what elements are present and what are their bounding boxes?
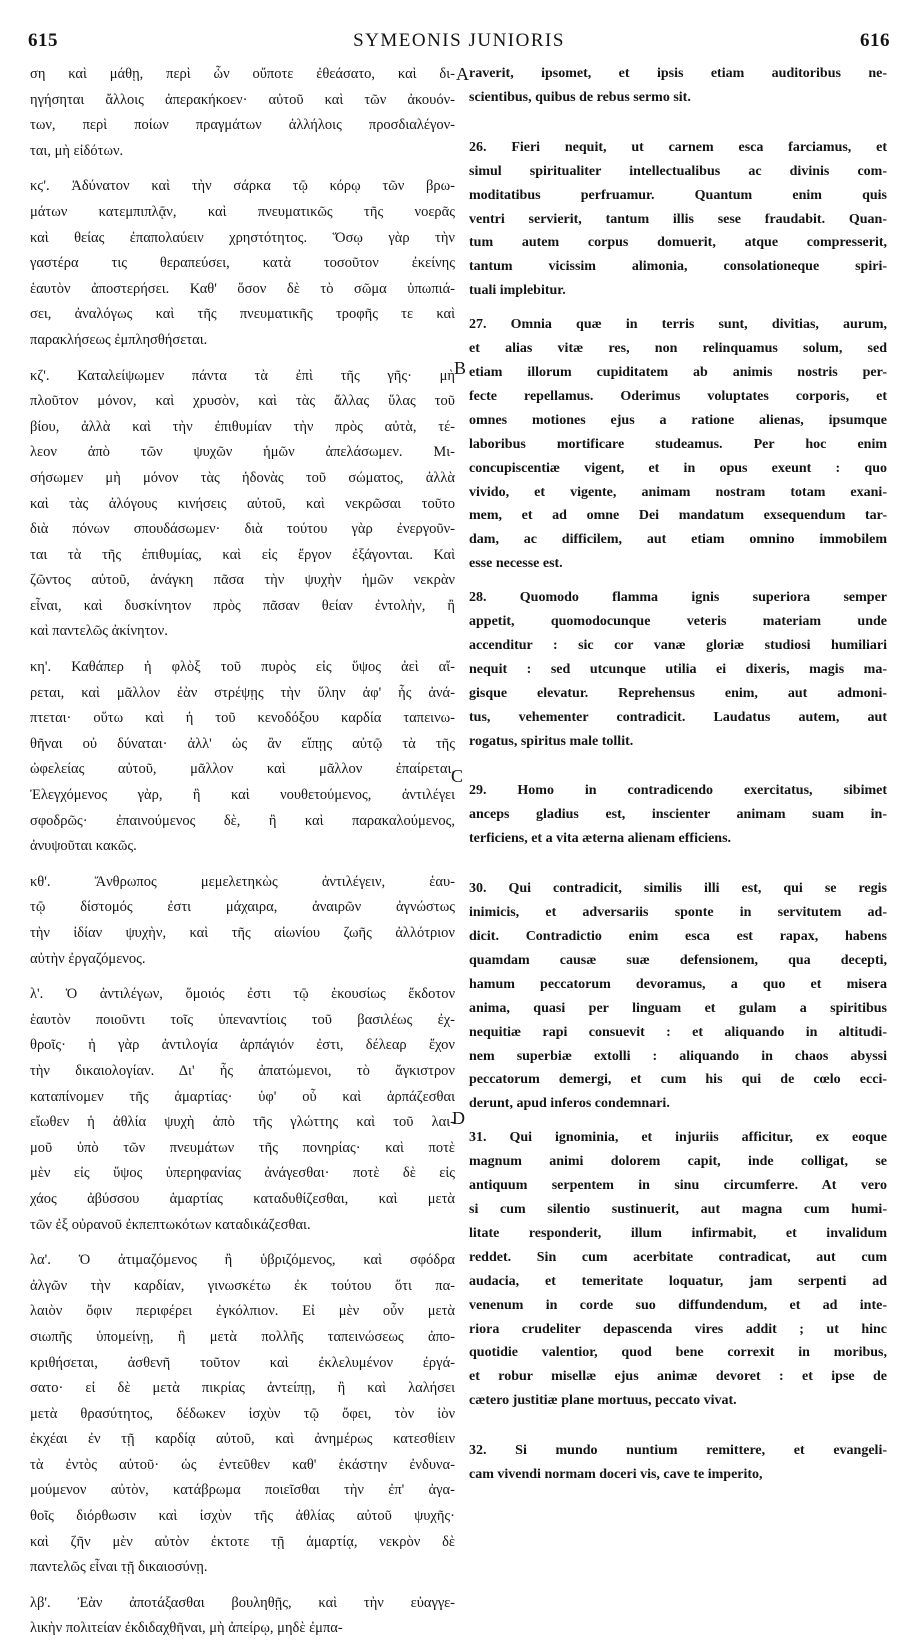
latin-text-line: derunt, apud inferos condemnari. [469, 1096, 670, 1112]
greek-text-line: κριθήσεται, ἀσθενῆ τοῦτον καὶ ἐκλελυμένον ἐργά- [30, 1354, 455, 1371]
greek-text-line: μὲν εἰς ὕψος ὑπερηφανίας ἀνάγεσθαι· ποτὲ δὲ εἰς [30, 1165, 455, 1182]
page-number-left: 615 [28, 30, 58, 51]
latin-text-line: nequit : sed utcunque utilia ei dixeris, magis ma- [469, 661, 887, 677]
latin-text-line: peccatorum demergi, et cum his qui de cœlo ecci- [469, 1072, 887, 1088]
latin-text-line: et alias vitæ res, non relinquamus solum, sed [469, 341, 887, 357]
greek-text-line: ἑαυτὸν ποιοῦντι τοῖς ὑπεναντίοις τοῦ βασιλέως ἐχ- [30, 1011, 455, 1028]
greek-text-column [30, 62, 455, 1637]
greek-text-line: λεον ἀπὸ τῶν ψυχῶν ἡμῶν ἀπελάσωμεν. Μι- [30, 444, 455, 461]
latin-paragraph [469, 1439, 887, 1487]
greek-paragraph [30, 870, 455, 972]
latin-text-line: 29. Homo in contradicendo exercitatus, sibimet [469, 783, 887, 799]
latin-text-line: nequitiæ rapi consuevit : et aliquando in altitudi- [469, 1024, 887, 1040]
greek-text-line: ται, μὴ εἰδότων. [30, 142, 124, 159]
greek-text-line: τὴν δικαιολογίαν. Δι' ἧς ἀπατώμενοι, τὸ ἄγκιστρον [30, 1062, 455, 1079]
latin-text-line: concupiscentiæ vigent, et in opus exeunt : quo [469, 460, 887, 476]
paragraph-gap [30, 645, 455, 655]
greek-text-line: κη'. Καθάπερ ἡ φλὸξ τοῦ πυρὸς εἰς ὕψος ἀεὶ αἴ- [30, 659, 455, 676]
greek-text-line: λβ'. Ἐὰν ἀποτάξασθαι βουληθῇς, καὶ τὴν εὐαγγε- [30, 1594, 455, 1611]
greek-paragraph [30, 174, 455, 353]
latin-text-line: raverit, ipsomet, et ipsis etiam auditoribus ne- [469, 66, 887, 81]
latin-text-line: mem, et ad omne Dei mandatum exsequendum tar- [469, 508, 887, 524]
greek-text-line: καταπίνομεν τῆς ἁμαρτίας· ὑφ' οὗ καὶ ἁρπάζεσθαι [30, 1088, 455, 1105]
greek-text-line: τὴν ἰδίαν ψυχὴν, καὶ τῆς αἰωνίου ζωῆς ἀλλότριον [30, 925, 455, 941]
paragraph-gap [469, 753, 887, 779]
latin-text-line: magnum animi dolorem capit, inde colligat, se [469, 1154, 887, 1170]
latin-text-line: cam vivendi normam doceri vis, cave te imperito, [469, 1467, 763, 1483]
margin-marker-c: C [451, 766, 464, 786]
paragraph-gap [30, 972, 455, 982]
greek-text-line: ται τὰ τῆς ἐπιθυμίας, καὶ εἰς ἔργον ἐξάγονται. Καὶ [30, 546, 455, 563]
paragraph-gap [30, 1581, 455, 1591]
latin-text-line: tum autem corpus domuerit, atque compresserit, [469, 235, 887, 251]
latin-text-line: antiquum serpentem in sinu circumferre. At vero [469, 1178, 887, 1194]
latin-text-line: anceps gladius est, inscienter animam suam in- [469, 807, 887, 823]
latin-text-line: 26. Fieri nequit, ut carnem esca farciamus, et [469, 139, 887, 155]
latin-text-line: dicit. Contradictio enim esca est rapax, habens [469, 929, 887, 944]
latin-text-line: et robur misellæ ejus animæ devoret : et ipse de [469, 1369, 887, 1385]
latin-text-line: rogatus, spiritus male tollit. [469, 733, 634, 749]
latin-text-line: si cum silentio sustinuerit, aut magna cum humi- [469, 1201, 887, 1217]
greek-text-line: λ'. Ὁ ἀντιλέγων, ὅμοιός ἐστι τῷ ἑκουσίως ἔκδοτον [30, 986, 455, 1003]
latin-text-line: dam, ac difficilem, aut etiam omnino immobilem [469, 532, 887, 548]
greek-text-line: ἀλγῶν τὴν καρδίαν, γινωσκέτω ἐκ τούτου ὅτι πα- [30, 1277, 455, 1294]
latin-text-line: simul spiritualiter intellectualibus ac divinis com- [469, 163, 887, 179]
latin-text-line: esse necesse est. [469, 556, 563, 572]
greek-text-line: αὐτὴν ἐργαζόμενος. [30, 950, 146, 967]
latin-text-line: terficiens, et a vita æterna alienam efficiens. [469, 831, 732, 847]
latin-text-line: ventri servierit, tantum illis sese fraudabit. Quan- [469, 211, 887, 227]
greek-text-line: μούμενον αὐτὸν, κατάβρωμα ποιεῖσθαι τὴν ἐπ' ἀγα- [30, 1482, 455, 1499]
paragraph-gap [469, 1413, 887, 1439]
greek-text-line: χάος ἀβύσσου ἁμαρτίας καταδυθίζεσθαι, καὶ μετὰ [30, 1190, 455, 1207]
greek-text-line: λικὴν πολιτείαν ἐκδιδαχθῆναι, μὴ ἀπείρῳ, μηδὲ ἐμπα- [30, 1620, 343, 1637]
greek-paragraph [30, 1591, 455, 1642]
latin-text-line: omnes motiones ejus a ratione alienas, ipsumque [469, 412, 887, 428]
paragraph-gap [469, 110, 887, 136]
margin-marker-b: B [454, 358, 467, 378]
greek-text-line: τῶν ἐξ οὐρανοῦ ἐκπεπτωκότων καταδικάζεσθαι. [30, 1216, 311, 1233]
latin-text-line: tus, vehementer contradicit. Laudatus autem, aut [469, 709, 887, 725]
greek-text-line: θῆναι οὐ δύναται· ἀλλ' ὡς ἂν εἴπῃς αὐτῷ τὰ τῆς [30, 735, 455, 752]
greek-text-line: σει, ἀναλόγως καὶ τῆς πνευματικῆς τροφῆς τε καὶ [30, 306, 455, 323]
greek-text-line: γαστέρα τις θεραπεύσει, κατὰ τοσοῦτον ἐκείνης [30, 255, 455, 272]
latin-text-line: quamdam causæ suæ defensionem, qua decepti, [469, 952, 887, 968]
latin-text-line: 30. Qui contradicit, similis illi est, qui se regis [469, 881, 887, 897]
latin-text-line: nem superbiæ extolli : aliquando in chaos abyssi [469, 1048, 887, 1064]
greek-text-line: καὶ ζῆν μὲν αὐτὸν ἐκτοτε τῇ ἁμαρτίᾳ, νεκρὸν δὲ [30, 1533, 455, 1550]
greek-text-line: σήσωμεν μὴ μόνον τὰς ἡδονὰς τοῦ σώματος, ἀλλὰ [30, 469, 455, 486]
latin-text-line: hamum peccatorum devoramus, a quo et misera [469, 976, 887, 992]
greek-text-line: ση καὶ μάθῃ, περὶ ὧν οὔποτε ἐθεάσατο, καὶ δι- [30, 66, 455, 82]
paragraph-gap [469, 303, 887, 313]
greek-text-line: τὰ ἐντὸς αὐτοῦ· ὡς ἐντεῦθεν καθ' ἑκάστην ἐνδυνα- [30, 1456, 455, 1473]
latin-text-line: laboribus mortificare studeamus. Per hoc enim [469, 436, 887, 452]
latin-text-line: scientibus, quibus de rebus sermo sit. [469, 89, 691, 105]
greek-paragraph [30, 62, 455, 164]
greek-paragraph [30, 982, 455, 1238]
paragraph-gap [469, 1116, 887, 1126]
greek-text-line: παντελῶς εἶναι τῇ δικαιοσύνῃ. [30, 1559, 208, 1576]
margin-marker-d: D [452, 1108, 465, 1128]
latin-text-line: 31. Qui ignominia, et injuriis afficitur, ex eoque [469, 1130, 887, 1146]
greek-text-line: σιωπῆς ὑπομείνῃ, ἢ μετὰ πολλῆς ταπεινώσεως ἀπο- [30, 1328, 455, 1345]
greek-text-line: καὶ τὰς ἀλόγους κινήσεις αὐτοῦ, καὶ νεκρῶσαι τοῦτο [30, 495, 455, 512]
greek-text-line: θοῖς διόρθωσιν καὶ ἰσχὺν τῆς ἀθλίας αὐτοῦ ψυχῆς· [30, 1508, 455, 1525]
paragraph-gap [30, 860, 455, 870]
latin-text-line: anima, quasi per linguam et gulam a spiritibus [469, 1000, 887, 1016]
latin-text-column [469, 62, 887, 1522]
paragraph-gap [469, 851, 887, 877]
greek-text-line: εἶναι, καὶ δυσκίνητον πρὸς πᾶσαν θείαν ἐντολὴν, ἢ [30, 597, 455, 614]
latin-text-line: moditatibus perfruamur. Quantum enim quis [469, 187, 887, 203]
latin-text-line: venenum in corde suo diffundendum, et ad inte- [469, 1297, 887, 1313]
greek-text-line: κζ'. Καταλείψωμεν πάντα τὰ ἐπὶ τῆς γῆς· μὴ [30, 367, 455, 384]
greek-text-line: λαιὸν ὄφιν περιφέρει ἐγκόλπιον. Εἰ μὲν οὖν μετὰ [30, 1303, 455, 1320]
greek-text-line: τῷ δίστομός ἐστι μάχαιρα, ἀναιρῶν ἀγνώστως [30, 899, 455, 916]
greek-text-line: ὠφελείας αὐτοῦ, μᾶλλον καὶ μᾶλλον ἐπαίρεται. [30, 761, 455, 778]
latin-paragraph [469, 779, 887, 851]
greek-text-line: ρεται, καὶ μᾶλλον ἐὰν στρέψῃς τὴν ὕλην ἀφ' ἧς ἀνά- [30, 684, 455, 701]
greek-text-line: ἑαυτὸν ἀποστερήσει. Καθ' ὅσον δὲ τὸ σῶμα ὑπωπιά- [30, 280, 455, 297]
greek-paragraph [30, 364, 455, 646]
latin-text-line: vivido, et vigente, animam nostram totam exani- [469, 484, 887, 500]
latin-text-line: inimicis, et adversariis sponte in servitutem ad- [469, 905, 887, 921]
greek-text-line: σατο· εἰ δὲ μετὰ πικρίας ἀντείπῃ, ἢ καὶ λαλήσει [30, 1380, 455, 1397]
running-title: SYMEONIS JUNIORIS [353, 30, 565, 51]
paragraph-gap [30, 354, 455, 364]
paragraph-gap [30, 164, 455, 174]
greek-text-line: σφοδρῶς· ἐπαινούμενος δὲ, ἢ καὶ παρακαλούμενος, [30, 812, 455, 829]
greek-text-line: λα'. Ὁ ἀτιμαζόμενος ἢ ὑβριζόμενος, καὶ σφόδρα [30, 1252, 455, 1269]
greek-text-line: διὰ πόνων σπουδάσωμεν· διὰ τούτου γὰρ ἐνεργοῦν- [30, 521, 455, 538]
latin-text-line: etiam illorum cupiditatem ab animis nostris per- [469, 364, 887, 380]
latin-text-line: 27. Omnia quæ in terris sunt, divitias, aurum, [469, 317, 887, 333]
paragraph-gap [30, 1238, 455, 1248]
greek-text-line: καὶ παντελῶς ἀκίνητον. [30, 623, 168, 640]
latin-text-line: riora crudeliter depascenda vires addit ; ut hinc [469, 1321, 887, 1337]
greek-text-line: καὶ θείας ἐπαπολαύειν χρηστότητος. Ὅσῳ γὰρ τὴν [30, 229, 455, 246]
latin-text-line: gisque elevatur. Reprehensus enim, aut admoni- [469, 685, 887, 701]
greek-text-line: ζῶντος αὐτοῦ, ἀνάγκη πᾶσα τὴν ψυχὴν ἡμῶν νεκρὰν [30, 572, 455, 589]
latin-paragraph [469, 313, 887, 576]
latin-paragraph [469, 586, 887, 753]
greek-text-line: κϛ'. Ἀδύνατον καὶ τὴν σάρκα τῷ κόρῳ τῶν βρω- [30, 178, 455, 195]
latin-text-line: quotidie valentior, quod bene correxit in moribus, [469, 1345, 887, 1361]
latin-paragraph [469, 62, 887, 110]
greek-text-line: θροῖς· ἡ γὰρ ἀντιλογία ἁρπάγιόν ἐστι, δέλεαρ ἔχον [30, 1037, 455, 1054]
latin-paragraph [469, 1126, 887, 1413]
greek-text-line: ἀνυψοῦται κακῶς. [30, 838, 137, 855]
greek-text-line: Ἐλεγχόμενος γὰρ, ἢ καὶ νουθετούμενος, ἀντιλέγει [30, 787, 455, 804]
greek-text-line: μετὰ θρασύτητος, δέδωκεν ἰσχὺν τῷ ὄφει, τὸν ἰὸν [30, 1405, 455, 1422]
latin-text-line: 28. Quomodo flamma ignis superiora semper [469, 590, 887, 606]
latin-paragraph [469, 136, 887, 303]
greek-text-line: ηγήσηται ἄλλοις ἀπερακήκοεν· αὐτοῦ καὶ τῶν ἀκουόν- [30, 91, 455, 108]
latin-text-line: audacia, et temeritate loquatur, jam serpenti ad [469, 1273, 887, 1289]
greek-text-line: πτεται· οὕτω καὶ ἡ τοῦ κενοδόξου καρδία ταπεινω- [30, 710, 455, 727]
latin-text-line: tuali implebitur. [469, 283, 566, 299]
latin-text-line: litate responderit, illum infirmabit, et invalidum [469, 1225, 887, 1241]
greek-text-line: των, περὶ ποίων πραγμάτων ἀλλήλοις προσδιαλέγον- [30, 117, 455, 134]
greek-paragraph [30, 655, 455, 860]
greek-text-line: βίου, ἀλλὰ καὶ τὴν ἐπιθυμίαν τὴν πρὸς αὐτὰ, τέ- [30, 418, 455, 435]
margin-marker-a: A [456, 64, 469, 84]
latin-paragraph [469, 877, 887, 1116]
greek-text-line: κθ'. Ἄνθρωπος μεμελετηκὼς ἀντιλέγειν, ἑαυ- [30, 873, 455, 890]
latin-text-line: cætero justitiæ plane mortuus, peccato vivat. [469, 1393, 737, 1409]
greek-text-line: μοῦ ὑπὸ τῶν πνευμάτων τῆς πονηρίας· καὶ ποτὲ [30, 1139, 455, 1156]
latin-text-line: reddet. Sin cum acerbitate contradicat, aut cum [469, 1249, 887, 1265]
page-number-right: 616 [860, 30, 890, 51]
greek-text-line: πλοῦτον μόνον, καὶ χρυσὸν, καὶ τὰς ἄλλας ὕλας τοῦ [30, 393, 455, 410]
page-header [28, 30, 890, 60]
greek-text-line: παρακλήσεως ἐμπλησθήσεται. [30, 331, 208, 348]
latin-text-line: 32. Si mundo nuntium remittere, et evangeli- [469, 1443, 887, 1459]
greek-text-line: ἐκχέαι ἐν τῇ καρδίᾳ αὐτοῦ, καὶ ἀνημέρως κατεσθίειν [30, 1431, 455, 1448]
latin-text-line: fecte repellamus. Oderimus voluptates corporis, et [469, 388, 887, 404]
greek-text-line: εἴωθεν ἡ ἀθλία ψυχὴ ἀπὸ τῆς γλώττης καὶ τοῦ λαι- [30, 1114, 455, 1131]
greek-text-line: μάτων κατεμπιπλᾷν, καὶ πνευματικῶς τῆς νοερᾶς [30, 203, 455, 220]
latin-text-line: tantum vicissim alimonia, consolationeque spiri- [469, 259, 887, 275]
latin-text-line: appetit, quomodocunque veteris materiam unde [469, 614, 887, 630]
paragraph-gap [469, 576, 887, 586]
greek-paragraph [30, 1248, 455, 1581]
latin-text-line: accenditur : sic cor vanæ gloriæ studiosi humiliari [469, 637, 887, 653]
